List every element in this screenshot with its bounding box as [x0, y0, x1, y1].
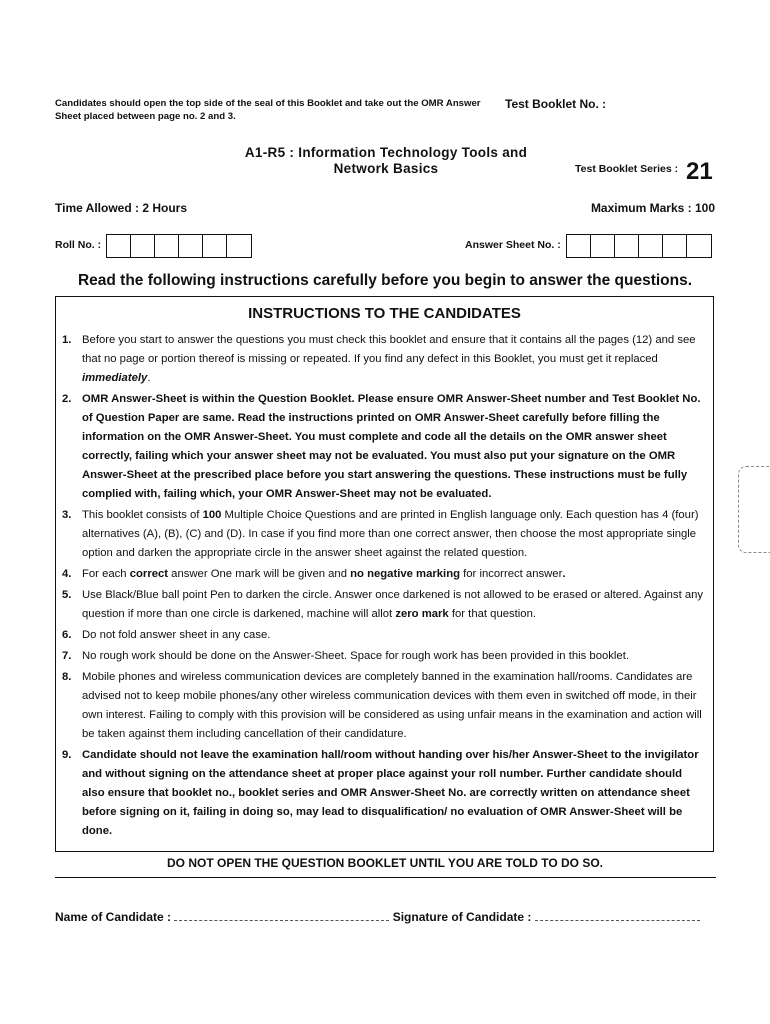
instruction-item [62, 746, 707, 841]
seal-opening-note: Candidates should open the top side of the seal of this Booklet and take out the OMR Answer Sheet placed between page no. 2 and 3. [55, 98, 481, 122]
instruction-text [82, 586, 707, 624]
instruction-item [62, 565, 707, 584]
instruction-text-part: Use Black/Blue ball point Pen to darken the circle. Answer once darkened is not allowed to be erased or altered. Against any question if more than one circle is darkened, machine will allot [82, 589, 704, 620]
instruction-number: 8. [62, 671, 72, 683]
signature-of-candidate-field[interactable] [535, 909, 700, 921]
answer-sheet-no-box-1[interactable] [567, 235, 591, 257]
roll-no-label: Roll No. : [55, 239, 102, 251]
instruction-text-part: Before you start to answer the questions you must check this booklet and ensure that it contains all the pages (12) and see that no page or portion thereof is missing or repeated. If you find any defect in this Booklet, you must get it replaced [82, 334, 696, 365]
instruction-number: 1. [62, 334, 72, 346]
roll-no-box-3[interactable] [155, 235, 179, 257]
answer-sheet-no-box-2[interactable] [591, 235, 615, 257]
answer-sheet-no-label: Answer Sheet No. : [465, 239, 561, 251]
answer-sheet-no-box-4[interactable] [639, 235, 663, 257]
instruction-item [62, 586, 707, 624]
paper-title-line1: A1-R5 : Information Technology Tools and [244, 145, 528, 160]
instruction-text [82, 565, 707, 584]
answer-sheet-no-box-3[interactable] [615, 235, 639, 257]
roll-no-boxes[interactable] [106, 234, 252, 258]
instruction-number: 9. [62, 749, 72, 761]
instruction-number: 7. [62, 650, 72, 662]
instruction-text [82, 390, 707, 504]
instruction-item [62, 668, 707, 744]
instructions-heading: INSTRUCTIONS TO THE CANDIDATES [248, 305, 521, 322]
do-not-open-warning: DO NOT OPEN THE QUESTION BOOKLET UNTIL YOU ARE TOLD TO DO SO. [166, 856, 604, 870]
instruction-item [62, 506, 707, 563]
instruction-text-part: correct [129, 568, 169, 580]
roll-no-box-2[interactable] [131, 235, 155, 257]
instruction-text-part: answer One mark will be given and [168, 568, 351, 580]
series-value: 21 [686, 158, 713, 185]
instruction-number: 3. [62, 509, 72, 521]
instruction-text-part: zero mark [395, 608, 449, 620]
instruction-text-part: immediately [82, 372, 148, 384]
instruction-text-part: This booklet consists of [82, 509, 203, 521]
instruction-text [82, 331, 707, 388]
roll-no-box-4[interactable] [179, 235, 203, 257]
maximum-marks: Maximum Marks : 100 [590, 201, 715, 215]
instruction-text-part: Candidate should not leave the examination hall/room without handing over his/her Answer-Sheet to the invigilator and without signing on the attendance sheet at proper place against your roll number. Further candidate should also ensure that booklet no., booklet series and OMR Answer-Sheet No. are correctly written on attendance sheet before signing on it, failing in doing so, may lead to disqualification/ no evaluation of OMR Answer-Sheet will be done. [82, 749, 699, 837]
instruction-text [82, 626, 707, 645]
test-booklet-no-label: Test Booklet No. : [505, 97, 607, 111]
instruction-text [82, 506, 707, 563]
paper-title-line2: Network Basics [333, 161, 439, 176]
instruction-text-part: for incorrect answer [460, 568, 563, 580]
instruction-text-part: Do not fold answer sheet in any case. [82, 629, 271, 641]
name-of-candidate-label: Name of Candidate : [55, 910, 172, 924]
instruction-number: 4. [62, 568, 72, 580]
instruction-number: 2. [62, 393, 72, 405]
instruction-text-part: OMR Answer-Sheet is within the Question Booklet. Please ensure OMR Answer-Sheet number and Test Booklet No. of Question Paper are same. Read the instructions printed on OMR Answer-Sheet carefully before filling the information on the OMR Answer-Sheet. You must complete and code all the details on the OMR answer sheet correctly, failing which your answer sheet may not be evaluated. You must also put your signature on the OMR Answer-Sheet at the prescribed place before you start answering the questions. These instructions must be fully complied with, failing which, your OMR Answer-Sheet may not be evaluated. [82, 393, 701, 500]
instruction-item [62, 647, 707, 666]
instruction-number: 6. [62, 629, 72, 641]
roll-no-box-5[interactable] [203, 235, 227, 257]
instructions-list [62, 331, 707, 843]
roll-no-box-6[interactable] [227, 235, 251, 257]
instruction-text [82, 647, 707, 666]
instruction-text-part: 100 [202, 509, 222, 521]
answer-sheet-no-box-6[interactable] [687, 235, 711, 257]
instruction-text-part: for that question. [448, 608, 537, 620]
instruction-text-part: . [562, 568, 566, 580]
cut-line-mark [738, 466, 770, 553]
roll-no-box-1[interactable] [107, 235, 131, 257]
name-of-candidate-field[interactable] [174, 909, 389, 921]
instruction-item [62, 390, 707, 504]
instruction-item [62, 331, 707, 388]
instruction-text [82, 746, 707, 841]
series-label: Test Booklet Series : [575, 163, 679, 175]
instruction-text-part: No rough work should be done on the Answer-Sheet. Space for rough work has been provided in this booklet. [82, 650, 629, 662]
instruction-text-part: For each [82, 568, 130, 580]
instruction-text-part: . [147, 372, 151, 384]
instruction-text-part: Multiple Choice Questions and are printed in English language only. Each question has 4 (four) alternatives (A), (B), (C) and (D). In case if you find more than one correct answer, then choose the most appropriate single option and darken the appropriate circle in the answer sheet against the related question. [82, 509, 699, 559]
instruction-text [82, 668, 707, 744]
answer-sheet-no-boxes[interactable] [566, 234, 712, 258]
read-instructions-line: Read the following instructions carefully before you begin to answer the questions. [77, 272, 693, 289]
instruction-text-part: Mobile phones and wireless communication devices are completely banned in the examination hall/rooms. Candidates are advised not to keep mobile phones/any other wireless communication devices with them even in switched off mode, in their own interest. Failing to comply with this provision will be considered as using unfair means in the examination and action will be taken against them including cancellation of their candidature. [82, 671, 702, 740]
instruction-number: 5. [62, 589, 72, 601]
paper-title [200, 145, 572, 177]
instruction-text-part: no negative marking [350, 568, 460, 580]
answer-sheet-no-box-5[interactable] [663, 235, 687, 257]
candidate-signature-row [55, 909, 716, 924]
time-allowed: Time Allowed : 2 Hours [55, 201, 188, 215]
divider [55, 877, 716, 878]
signature-of-candidate-label: Signature of Candidate : [392, 910, 532, 924]
instruction-item [62, 626, 707, 645]
